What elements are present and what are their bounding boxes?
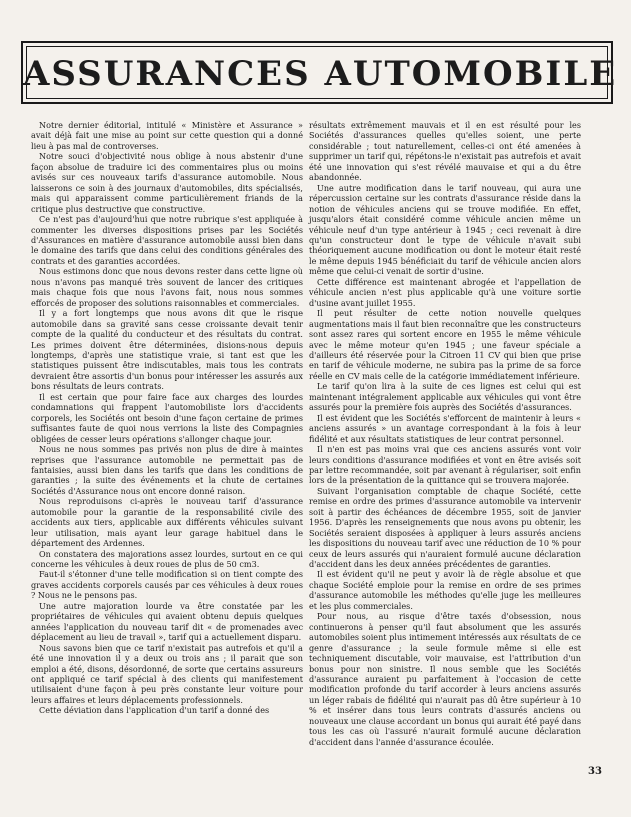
paragraph: Une autre majoration lourde va être constatée par les propriétaires de véhicules qui avaient obtenu depuis quelques années l'application du nouveau tarif dit « de promenades avec déplacement au lieu de travail », tarif qui a actuellement disparu. [31, 600, 303, 643]
paragraph: Cette différence est maintenant abrogée et l'appellation de véhicule ancien n'est plus applicable qu'à une voiture sortie d'usine avant juillet 1955. [309, 276, 581, 308]
paragraph: Une autre modification dans le tarif nouveau, qui aura une répercussion certaine sur les contrats d'assurance réside dans la notion de véhicules anciens qui se trouve modifiée. En effet, jusqu'alors était considéré comme véhicule ancien même un véhicule neuf d'un type antérieur à 1945 ; ceci revenait à dire qu'un constructeur dont le type de véhicule n'avait subi théoriquement aucune modification ou dont le moteur était resté le même depuis 1945 bénéficiait du tarif de véhicule ancien alors même que celui-ci venait de sortir d'usine. [309, 182, 581, 277]
paragraph: Nous ne nous sommes pas privés non plus de dire à maintes reprises que l'assurance automobile ne permettait pas de fantaisies, aussi bien dans les tarifs que dans les conditions de garanties ; la suite des événements et la chute de certaines Sociétés d'Assurance nous ont encore donné raison. [31, 444, 303, 496]
paragraph: Notre souci d'objectivité nous oblige à nous abstenir d'une façon absolue de traduire ici des commentaires plus ou moins avisés sur ces nouveaux tarifs d'assurance automobile. Nous laisserons ce soin à des journaux d'automobiles, dits spécialisés, mais qui apparaissent comme particulièrement friands de la critique plus destructive que constructive. [31, 151, 303, 214]
paragraph: Suivant l'organisation comptable de chaque Société, cette remise en ordre des primes d'assurance automobile va intervenir soit à partir des échéances de décembre 1955, soit de janvier 1956. D'après les renseignements que nous avons pu obtenir, les Sociétés seraient disposées à appliquer à leurs assurés anciens les dispositions du nouveau tarif avec une réduction de 10 % pour ceux de leurs assurés qui n'auraient formulé aucune déclaration d'accident dans les deux années précédentes de garanties. [309, 485, 581, 570]
paragraph: Le tarif qu'on lira à la suite de ces lignes est celui qui est maintenant intégralement applicable aux véhicules qui vont être assurés pour la première fois auprès des Sociétés d'assurances. [309, 381, 581, 413]
paragraph: Il n'en est pas moins vrai que ces anciens assurés vont voir leurs conditions d'assurance modifiées et vont en être avisés soit par lettre recommandée, soit par avenant à régulariser, soit enfin lors de la présentation de la quittance qui se trouvera majorée. [309, 444, 581, 486]
left-column [31, 120, 303, 716]
paragraph: Nous savons bien que ce tarif n'existait pas autrefois et qu'il a été une innovation il y a deux ou trois ans ; il parait que son emploi a été, disons, désordonné, de sorte que certains assureurs ont appliqué ce tarif spécial à des clients qui manifestement utilisaient d'une façon à peu près constante leur voiture pour leurs affaires et leurs déplacements professionnels. [31, 642, 303, 705]
paragraph: Il est évident que les Sociétés s'efforcent de maintenir à leurs « anciens assurés » un avantage correspondant à la fois à leur fidélité et aux résultats statistiques de leur contrat personnel. [309, 412, 581, 444]
paragraph: Ce n'est pas d'aujourd'hui que notre rubrique s'est appliquée à commenter les diverses dispositions prises par les Sociétés d'Assurances en matière d'assurance automobile aussi bien dans le domaine des tarifs que dans celui des conditions générales des contrats et des garanties accordées. [31, 214, 303, 266]
paragraph: Nous reproduisons ci-après le nouveau tarif d'assurance automobile pour la garantie de la responsabilité civile des accidents aux tiers, applicable aux différents véhicules suivant leur utilisation, mais ayant leur garage habituel dans le département des Ardennes. [31, 496, 303, 549]
paragraph: Il est évident qu'il ne peut y avoir là de règle absolue et que chaque Société emploie pour la remise en ordre de ses primes d'assurance automobile les méthodes qu'elle juge les meilleures et les plus commerciales. [309, 569, 581, 611]
right-column [309, 120, 581, 747]
paragraph: Il y a fort longtemps que nous avons dit que le risque automobile dans sa gravité sans cesse croissante devait tenir compte de la qualité du conducteur et des résultats du contrat. Les primes doivent être déterminées, disions-nous depuis longtemps, d'après une statistique vraie, si tant est que les statistiques puissent être indiscutables, mais tous les contrats devraient être assortis d'un bonus pour intéresser les assurés aux bons résultats de leurs contrats. [31, 308, 303, 392]
paragraph: résultats extrêmement mauvais et il en est résulté pour les Sociétés d'assurances quelles qu'elles soient, une perte considérable ; tout naturellement, celles-ci ont été amenées à supprimer un tarif qui, répétons-le n'existait pas autrefois et avait été une innovation qui s'est révélé mauvaise et qui a du être abandonnée. [309, 120, 581, 183]
paragraph: Il peut résulter de cette notion nouvelle quelques augmentations mais il faut bien reconnaître que les constructeurs sont assez rares qui sortent encore en 1955 le même véhicule avec le même moteur qu'en 1945 ; une faveur spéciale a d'ailleurs été réservée pour la Citroen 11 CV qui bien que prise en tarif de véhicule moderne, ne subira pas la prime de sa force réelle en CV mais celle de la catégorie immédiatement inférieure. [309, 308, 581, 381]
title-frame [21, 41, 618, 104]
page-number: 33 [588, 766, 602, 777]
paragraph: Cette déviation dans l'application d'un tarif a donné des [39, 705, 270, 716]
paragraph: Faut-il s'étonner d'une telle modification si on tient compte des graves accidents corporels causés par ces véhicules à deux roues ? Nous ne le pensons pas. [31, 569, 303, 601]
paragraph: Notre dernier éditorial, intitulé « Ministère et Assurance » avait déjà fait une mise au point sur cette question qui a donné lieu à pas mal de controverses. [31, 120, 303, 151]
paragraph: Nous estimons donc que nous devons rester dans cette ligne où nous n'avons pas manqué très souvent de lancer des critiques mais chaque fois que nous l'avons fait, nous nous sommes efforcés de proposer des solutions raisonnables et commerciales. [31, 266, 303, 308]
article-title: ASSURANCES AUTOMOBILE [23, 54, 618, 94]
paragraph: On constatera des majorations assez lourdes, surtout en ce qui concerne les véhicules à deux roues de plus de 50 cm3. [31, 548, 303, 570]
paragraph: Pour nous, au risque d'être taxés d'obsession, nous continuerons à penser qu'il faut absolument que les assurés automobiles soient plus intimement intéressés aux résultats de ce genre d'assurance ; la seule formule même si elle est techniquement discutable, voir mauvaise, est l'attribution d'un bonus pour non sinistre. Il nous semble que les Sociétés d'assurance auraient pu parfaitement à l'occasion de cette modification profonde du tarif accorder à leurs anciens assurés un léger rabais de fidélité qui n'aurait pas dû être supérieur à 10 % et insérer dans tous leurs contrats d'assurés anciens ou nouveaux une clause accordant un bonus qui aurait été payé dans tous les cas où l'assuré n'aurait formulé aucune déclaration d'accident dans l'année d'assurance écoulée. [309, 611, 581, 747]
paragraph: Il est certain que pour faire face aux charges des lourdes condamnations qui frappent l'automobiliste lors d'accidents corporels, les Sociétés ont besoin d'une façon certaine de primes suffisantes faute de quoi nous verrions la liste des Compagnies obligées de cesser leurs opérations s'allonger chaque jour. [31, 391, 303, 444]
